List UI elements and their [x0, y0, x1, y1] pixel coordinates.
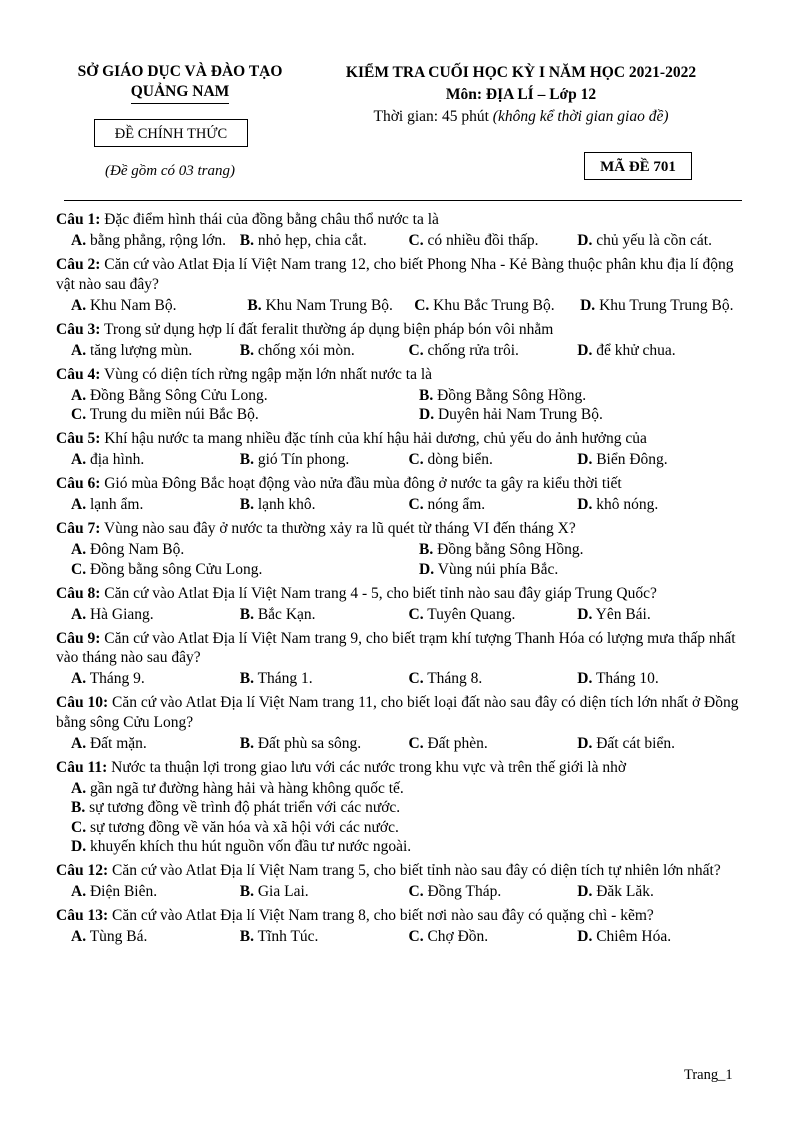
option-text: bằng phẳng, rộng lớn.	[89, 232, 227, 249]
option-letter: B.	[239, 928, 254, 945]
option-text: Khu Nam Bộ.	[89, 296, 177, 314]
question-stem	[56, 758, 746, 778]
option-letter: A.	[71, 779, 87, 797]
question-8	[56, 584, 746, 625]
option-letter: D.	[577, 734, 593, 752]
answer-options	[56, 341, 746, 361]
option-text: khô nóng.	[596, 496, 659, 513]
question-12	[56, 861, 746, 902]
answer-option	[240, 495, 409, 515]
option-text: Tháng 9.	[89, 670, 145, 687]
question-text: Gió mùa Đông Bắc hoạt động vào nửa đầu mùa đông ở nước ta gây ra kiểu thời tiết	[104, 475, 622, 492]
question-text: Căn cứ vào Atlat Địa lí Việt Nam trang 12, cho biết Phong Nha - Kẻ Bàng thuộc phân khu địa lí động vật nào sau đây?	[56, 256, 734, 293]
answer-option	[247, 296, 414, 316]
answer-option	[240, 450, 409, 470]
question-stem	[56, 693, 746, 732]
question-label: Câu 11:	[56, 758, 108, 776]
question-label: Câu 12:	[56, 862, 109, 879]
answer-option	[419, 405, 749, 425]
answer-option	[71, 231, 240, 251]
answer-option	[577, 450, 746, 470]
question-stem	[56, 906, 746, 926]
question-5	[56, 429, 746, 470]
answer-option	[71, 560, 419, 580]
option-text: Đồng Bằng Sông Cửu Long.	[89, 386, 268, 404]
answer-option	[409, 605, 578, 625]
option-letter: C.	[408, 883, 424, 900]
question-text: Căn cứ vào Atlat Địa lí Việt Nam trang 11, cho biết loại đất nào sau đây có diện tích lớn nhất ở Đồng bằng sông Cửu Long?	[56, 694, 739, 731]
option-letter: A.	[71, 496, 87, 513]
option-text: Tùng Bá.	[89, 928, 148, 945]
question-label: Câu 13:	[56, 907, 109, 924]
option-text: sự tương đồng về văn hóa và xã hội với các nước.	[89, 818, 399, 836]
option-text: dòng biển.	[427, 451, 493, 468]
option-text: chống xói mòn.	[257, 341, 355, 359]
question-stem	[56, 210, 746, 230]
option-letter: A.	[71, 883, 87, 900]
option-text: Tuyên Quang.	[427, 605, 516, 623]
answer-option	[409, 669, 578, 689]
option-text: có nhiều đồi thấp.	[427, 232, 539, 249]
official-exam-label: ĐỀ CHÍNH THỨC	[94, 119, 248, 147]
question-label: Câu 9:	[56, 629, 101, 647]
question-text: Căn cứ vào Atlat Địa lí Việt Nam trang 9, cho biết trạm khí tượng Thanh Hóa có lượng mưa thấp nhất vào tháng nào sau đây?	[56, 629, 736, 666]
exam-title: KIỂM TRA CUỐI HỌC KỲ I NĂM HỌC 2021-2022	[345, 64, 697, 81]
answer-option	[71, 405, 419, 425]
option-letter: D.	[577, 670, 593, 687]
answer-option	[71, 296, 247, 316]
answer-option	[71, 798, 746, 818]
answer-option	[577, 882, 746, 902]
answer-options	[56, 779, 746, 857]
question-label: Câu 6:	[56, 475, 101, 492]
answer-options	[56, 386, 746, 425]
option-text: Đất mặn.	[89, 734, 147, 752]
option-text: Điện Biên.	[89, 883, 158, 900]
question-10	[56, 693, 746, 753]
option-text: Gia Lai.	[257, 883, 309, 900]
question-9	[56, 629, 746, 689]
option-letter: C.	[408, 496, 424, 513]
option-letter: D.	[577, 341, 593, 359]
exam-time-note: (không kể thời gian giao đề)	[492, 108, 669, 125]
answer-option	[71, 540, 419, 560]
answer-option	[577, 231, 746, 251]
option-text: Tĩnh Túc.	[257, 928, 319, 945]
option-letter: D.	[577, 232, 593, 249]
answer-option	[419, 540, 749, 560]
option-letter: A.	[71, 670, 87, 687]
option-letter: B.	[419, 541, 434, 558]
answer-option	[577, 341, 746, 361]
question-label: Câu 5:	[56, 430, 101, 447]
answer-option	[419, 386, 749, 406]
option-text: Chợ Đồn.	[427, 928, 489, 945]
question-text: Nước ta thuận lợi trong giao lưu với các nước trong khu vực và trên thế giới là nhờ	[111, 758, 627, 776]
answer-options	[56, 882, 746, 902]
option-text: Duyên hải Nam Trung Bộ.	[437, 406, 603, 423]
answer-option	[71, 837, 746, 857]
answer-option	[71, 495, 240, 515]
option-letter: B.	[239, 451, 254, 468]
answer-option	[409, 927, 578, 947]
option-text: gió Tín phong.	[257, 451, 350, 468]
option-text: Đồng Bằng Sông Hồng.	[437, 386, 587, 404]
option-text: địa hình.	[89, 451, 145, 468]
answer-option	[240, 341, 409, 361]
answer-option	[71, 927, 240, 947]
answer-option	[71, 341, 240, 361]
question-label: Câu 10:	[56, 694, 109, 711]
question-text: Căn cứ vào Atlat Địa lí Việt Nam trang 4 - 5, cho biết tỉnh nào sau đây giáp Trung Quốc?	[104, 584, 657, 602]
option-letter: D.	[419, 560, 435, 578]
option-text: Đăk Lăk.	[596, 883, 654, 900]
question-stem	[56, 365, 746, 385]
question-text: Căn cứ vào Atlat Địa lí Việt Nam trang 8, cho biết nơi nào sau đây có quặng chì - kẽm?	[111, 907, 654, 924]
option-letter: C.	[408, 341, 424, 359]
option-letter: D.	[577, 496, 593, 513]
option-text: chủ yếu là cồn cát.	[596, 232, 712, 249]
question-4	[56, 365, 746, 425]
option-text: Khu Bắc Trung Bộ.	[433, 296, 555, 314]
option-text: Hà Giang.	[89, 605, 154, 623]
option-text: Tháng 1.	[257, 670, 313, 687]
option-letter: C.	[408, 734, 424, 752]
option-letter: A.	[71, 296, 87, 314]
question-stem	[56, 861, 746, 881]
option-letter: A.	[71, 541, 87, 558]
option-letter: B.	[419, 386, 434, 404]
option-letter: B.	[239, 496, 254, 513]
option-text: gần ngã tư đường hàng hải và hàng không quốc tế.	[89, 779, 404, 797]
answer-option	[577, 669, 746, 689]
option-text: Bắc Kạn.	[257, 605, 316, 623]
answer-option	[240, 605, 409, 625]
option-text: Khu Nam Trung Bộ.	[265, 296, 393, 314]
option-letter: D.	[577, 883, 593, 900]
answer-option	[71, 386, 419, 406]
question-stem	[56, 320, 746, 340]
answer-option	[240, 927, 409, 947]
answer-options	[56, 540, 746, 579]
answer-options	[56, 296, 746, 316]
question-text: Trong sử dụng hợp lí đất feralit thường áp dụng biện pháp bón vôi nhằm	[103, 320, 554, 338]
option-letter: A.	[71, 232, 87, 249]
option-letter: B.	[239, 232, 254, 249]
issuing-authority	[52, 62, 308, 104]
answer-option	[409, 231, 578, 251]
answer-options	[56, 495, 746, 515]
question-2	[56, 255, 746, 315]
option-text: Trung du miền núi Bắc Bộ.	[89, 406, 259, 423]
question-text: Khí hậu nước ta mang nhiều đặc tính của khí hậu hải dương, chủ yếu do ảnh hưởng của	[104, 430, 647, 447]
option-letter: C.	[414, 296, 430, 314]
option-text: Yên Bái.	[595, 605, 651, 623]
exam-code-box: MÃ ĐỀ 701	[584, 152, 692, 180]
question-text: Vùng có diện tích rừng ngập mặn lớn nhất nước ta là	[103, 365, 433, 383]
question-stem	[56, 474, 746, 494]
option-text: chống rửa trôi.	[427, 341, 519, 359]
answer-option	[409, 341, 578, 361]
answer-option	[577, 734, 746, 754]
question-11	[56, 758, 746, 857]
answer-options	[56, 450, 746, 470]
answer-option	[240, 882, 409, 902]
answer-option	[71, 734, 240, 754]
answer-options	[56, 605, 746, 625]
option-text: lạnh ẩm.	[89, 496, 144, 513]
option-letter: C.	[408, 232, 424, 249]
department-name: SỞ GIÁO DỤC VÀ ĐÀO TẠO	[77, 63, 283, 80]
page-count-note: (Đề gồm có 03 trang)	[105, 163, 235, 179]
header-divider	[64, 200, 742, 201]
answer-options	[56, 669, 746, 689]
option-letter: B.	[239, 670, 254, 687]
answer-option	[577, 495, 746, 515]
option-letter: C.	[71, 560, 87, 578]
option-text: để khử chua.	[596, 341, 676, 359]
question-label: Câu 1:	[56, 211, 101, 228]
answer-option	[71, 605, 240, 625]
answer-option	[240, 669, 409, 689]
option-text: Đất phèn.	[427, 734, 488, 752]
option-letter: C.	[71, 818, 87, 836]
option-letter: B.	[247, 296, 262, 314]
question-3	[56, 320, 746, 361]
option-letter: D.	[580, 296, 596, 314]
question-7	[56, 519, 746, 579]
option-letter: D.	[577, 605, 593, 623]
option-letter: C.	[408, 928, 424, 945]
question-stem	[56, 255, 746, 294]
option-letter: D.	[419, 406, 435, 423]
option-text: Biển Đông.	[596, 451, 668, 468]
question-text: Đặc điểm hình thái của đồng bằng châu thổ nước ta là	[104, 211, 439, 228]
question-label: Câu 8:	[56, 584, 101, 602]
answer-options	[56, 231, 746, 251]
question-text: Vùng nào sau đây ở nước ta thường xảy ra lũ quét từ tháng VI đến tháng X?	[103, 520, 576, 537]
option-text: Vùng núi phía Bắc.	[437, 560, 559, 578]
answer-option	[409, 882, 578, 902]
option-text: Đồng bằng sông Cửu Long.	[89, 560, 263, 578]
province-name: QUẢNG NAM	[131, 82, 230, 104]
exam-heading	[300, 62, 742, 128]
option-letter: B.	[71, 799, 86, 816]
question-stem	[56, 429, 746, 449]
page-number: Trang_1	[684, 1067, 733, 1083]
answer-option	[240, 231, 409, 251]
option-letter: A.	[71, 928, 87, 945]
option-letter: B.	[239, 341, 254, 359]
option-letter: C.	[408, 670, 424, 687]
answer-option	[240, 734, 409, 754]
option-text: nóng ẩm.	[427, 496, 486, 513]
answer-option	[71, 779, 746, 799]
option-letter: A.	[71, 734, 87, 752]
option-letter: A.	[71, 341, 87, 359]
option-letter: D.	[71, 838, 87, 855]
question-label: Câu 7:	[56, 520, 101, 537]
answer-options	[56, 734, 746, 754]
exam-subject: Môn: ĐỊA LÍ – Lớp 12	[445, 86, 597, 103]
answer-option	[580, 296, 746, 316]
option-letter: C.	[71, 406, 87, 423]
option-text: Tháng 10.	[595, 670, 659, 687]
question-13	[56, 906, 746, 947]
question-stem	[56, 584, 746, 604]
option-letter: B.	[239, 734, 254, 752]
option-letter: B.	[239, 605, 254, 623]
option-text: tăng lượng mùn.	[89, 341, 193, 359]
question-text: Căn cứ vào Atlat Địa lí Việt Nam trang 5, cho biết tỉnh nào sau đây có diện tích tự nhiên lớn nhất?	[111, 862, 721, 879]
option-text: Đất phù sa sông.	[257, 734, 362, 752]
answer-option	[71, 818, 746, 838]
option-letter: A.	[71, 451, 87, 468]
option-text: lạnh khô.	[257, 496, 316, 513]
answer-option	[577, 927, 746, 947]
option-text: sự tương đồng về trình độ phát triển với các nước.	[89, 799, 401, 816]
exam-time: Thời gian: 45 phút (không kể thời gian giao đề)	[373, 108, 669, 125]
question-1	[56, 210, 746, 251]
answer-option	[409, 734, 578, 754]
option-text: Đất cát biển.	[596, 734, 675, 752]
answer-options	[56, 927, 746, 947]
option-letter: A.	[71, 605, 87, 623]
option-text: Đồng Tháp.	[427, 883, 502, 900]
answer-option	[577, 605, 746, 625]
answer-option	[71, 450, 240, 470]
option-text: Chiêm Hóa.	[596, 928, 672, 945]
question-6	[56, 474, 746, 515]
option-text: khuyến khích thu hút nguồn vốn đầu tư nước ngoài.	[89, 838, 412, 855]
answer-option	[409, 495, 578, 515]
question-list	[56, 210, 746, 951]
option-letter: B.	[239, 883, 254, 900]
option-letter: C.	[408, 605, 424, 623]
answer-option	[414, 296, 580, 316]
answer-option	[71, 882, 240, 902]
question-label: Câu 3:	[56, 320, 101, 338]
question-stem	[56, 519, 746, 539]
question-label: Câu 2:	[56, 256, 101, 273]
answer-option	[409, 450, 578, 470]
option-letter: C.	[408, 451, 424, 468]
option-text: Tháng 8.	[427, 670, 483, 687]
answer-option	[71, 669, 240, 689]
option-letter: A.	[71, 386, 87, 404]
option-letter: D.	[577, 451, 593, 468]
option-letter: D.	[577, 928, 593, 945]
option-text: Đồng bằng Sông Hồng.	[437, 541, 584, 558]
option-text: nhỏ hẹp, chia cắt.	[257, 232, 367, 249]
question-stem	[56, 629, 746, 668]
option-text: Đông Nam Bộ.	[89, 541, 185, 558]
answer-option	[419, 560, 749, 580]
option-text: Khu Trung Trung Bộ.	[599, 296, 734, 314]
question-label: Câu 4:	[56, 365, 101, 383]
